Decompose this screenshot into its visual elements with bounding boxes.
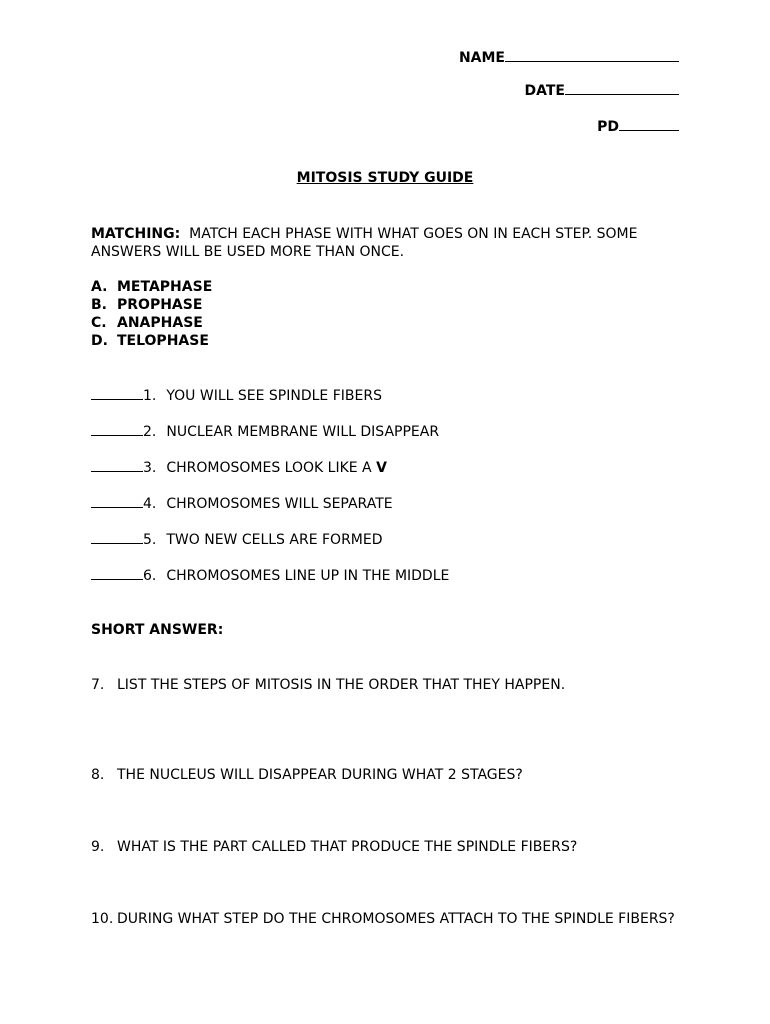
short-answer-question xyxy=(91,676,681,694)
name-blank-line[interactable] xyxy=(505,47,679,62)
item-text: CHROMOSOMES LINE UP IN THE MIDDLE xyxy=(166,568,450,584)
item-number: 5. xyxy=(143,532,157,548)
item-number: 6. xyxy=(143,568,157,584)
question-number: 10. xyxy=(91,911,114,927)
item-text: CHROMOSOMES LOOK LIKE A xyxy=(166,460,377,476)
matching-item xyxy=(91,530,383,549)
item-text: TWO NEW CELLS ARE FORMED xyxy=(166,532,383,548)
matching-item xyxy=(91,494,393,513)
choice-item xyxy=(91,332,212,350)
choice-letter: B. xyxy=(91,297,107,313)
item-text: CHROMOSOMES WILL SEPARATE xyxy=(166,496,393,512)
item-number: 2. xyxy=(143,424,157,440)
matching-item xyxy=(91,386,382,405)
question-text: WHAT IS THE PART CALLED THAT PRODUCE THE SPINDLE FIBERS? xyxy=(117,839,578,855)
matching-item xyxy=(91,458,387,477)
choice-letter: C. xyxy=(91,315,107,331)
answer-blank[interactable] xyxy=(91,458,143,472)
short-answer-question xyxy=(91,838,681,856)
item-text: YOU WILL SEE SPINDLE FIBERS xyxy=(166,388,382,404)
item-emphasis: V xyxy=(376,460,387,476)
question-number: 7. xyxy=(91,677,105,693)
question-number: 8. xyxy=(91,767,105,783)
matching-instructions-text: MATCH EACH PHASE WITH WHAT GOES ON IN EACH STEP. SOME ANSWERS WILL BE USED MORE THAN ONCE. xyxy=(91,226,638,260)
matching-item xyxy=(91,422,439,441)
answer-blank[interactable] xyxy=(91,530,143,544)
short-answer-question xyxy=(91,766,681,784)
choice-label: TELOPHASE xyxy=(117,333,209,349)
choice-label: METAPHASE xyxy=(117,279,213,295)
matching-item xyxy=(91,566,449,585)
pd-blank-line[interactable] xyxy=(619,116,679,131)
pd-label: PD xyxy=(597,119,619,135)
name-field[interactable] xyxy=(459,47,679,67)
date-field[interactable] xyxy=(525,80,679,100)
item-number: 4. xyxy=(143,496,157,512)
item-number: 1. xyxy=(143,388,157,404)
matching-instructions xyxy=(91,225,691,261)
matching-label: MATCHING: xyxy=(91,226,181,242)
choice-label: PROPHASE xyxy=(117,297,203,313)
choice-letter: A. xyxy=(91,279,108,295)
question-text: DURING WHAT STEP DO THE CHROMOSOMES ATTACH TO THE SPINDLE FIBERS? xyxy=(117,911,675,927)
choice-item xyxy=(91,296,212,314)
question-number: 9. xyxy=(91,839,105,855)
date-blank-line[interactable] xyxy=(565,80,679,95)
short-answer-heading: SHORT ANSWER: xyxy=(91,622,224,638)
period-field[interactable] xyxy=(597,116,679,136)
name-label: NAME xyxy=(458,50,505,66)
date-label: DATE xyxy=(524,83,565,99)
answer-blank[interactable] xyxy=(91,386,143,400)
choice-item xyxy=(91,314,212,332)
short-answer-question xyxy=(91,910,681,928)
question-text: LIST THE STEPS OF MITOSIS IN THE ORDER THAT THEY HAPPEN. xyxy=(117,677,566,693)
answer-blank[interactable] xyxy=(91,422,143,436)
choice-letter: D. xyxy=(91,333,108,349)
choice-label: ANAPHASE xyxy=(117,315,203,331)
page-title: MITOSIS STUDY GUIDE xyxy=(296,170,474,186)
phase-choices-list xyxy=(91,278,212,350)
item-text: NUCLEAR MEMBRANE WILL DISAPPEAR xyxy=(166,424,440,440)
choice-item xyxy=(91,278,212,296)
question-text: THE NUCLEUS WILL DISAPPEAR DURING WHAT 2 STAGES? xyxy=(117,767,523,783)
item-number: 3. xyxy=(143,460,157,476)
answer-blank[interactable] xyxy=(91,566,143,580)
answer-blank[interactable] xyxy=(91,494,143,508)
